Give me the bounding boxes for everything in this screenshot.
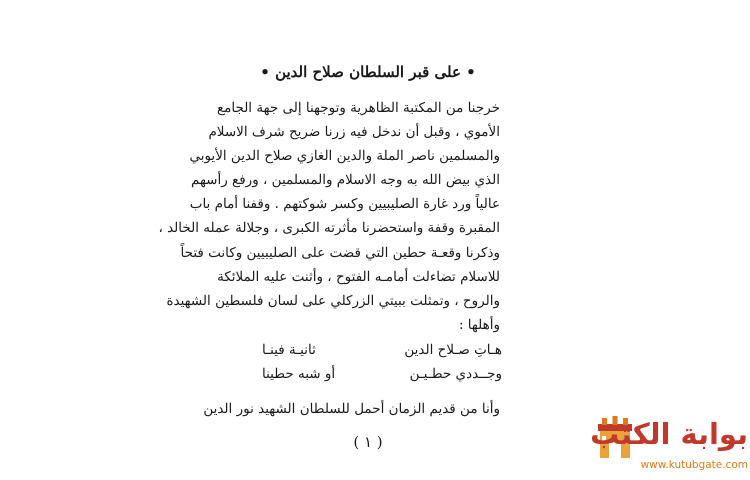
body-line: والروح ، وتمثلت ببيتي الزركلي على لسان فلسطين الشهيدة: [166, 292, 500, 309]
body-line: للاسلام تضاءلت أمامـه الفتوح ، وأثنت عليه الملائكة: [217, 268, 500, 285]
body-line: وأهلها :: [458, 316, 500, 333]
poem-verse: [262, 338, 502, 386]
verse-line: [262, 362, 502, 386]
verse-first-hemistich: هـاتِ صـلاح الدين: [404, 342, 502, 358]
watermark-url: www.kutubgate.com: [640, 459, 748, 471]
body-line: خرجنا من المكتبة الظاهرية وتوجهنا إلى جهة الجامع: [216, 100, 500, 116]
body-line: وذكرنا وقعـة حطين التي قضت على الصليبيين وكانت فتحاً: [180, 244, 500, 261]
body-paragraph: [158, 96, 500, 337]
watermark-logo: [590, 414, 748, 476]
body-line: الذي بيض الله به وجه الاسلام والمسلمين ، ورفع رأسهم: [190, 172, 500, 189]
verse-second-hemistich: ثانيـة فينـا: [262, 342, 316, 358]
verse-line: [262, 338, 502, 362]
body-line: الأموي ، وقبل أن ندخل فيه زرنا ضريح شرف الاسلام: [208, 124, 500, 141]
page-heading: • على قبر السلطان صلاح الدين •: [260, 63, 476, 81]
watermark-title: بوابة الكتب: [590, 417, 748, 451]
body-line: عالياً ورد غارة الصليبيين وكسر شوكتهم . وقفنا أمام باب: [189, 196, 500, 213]
page-number: ( ١ ): [353, 433, 383, 451]
verse-first-hemistich: وجــددي حطـيـن: [409, 366, 502, 382]
body-line: المقبرة وقفة واستحضرنا مأثرته الكبرى ، وجلالة عمله الخالد ،: [158, 220, 500, 237]
verse-second-hemistich: أو شبه حطينا: [262, 366, 336, 382]
body-line: والمسلمين ناصر الملة والدين الغازي صلاح الدين الأيوبي: [189, 148, 500, 165]
closing-line: وأنا من قديم الزمان أحمل للسلطان الشهيد نور الدين: [203, 401, 500, 417]
